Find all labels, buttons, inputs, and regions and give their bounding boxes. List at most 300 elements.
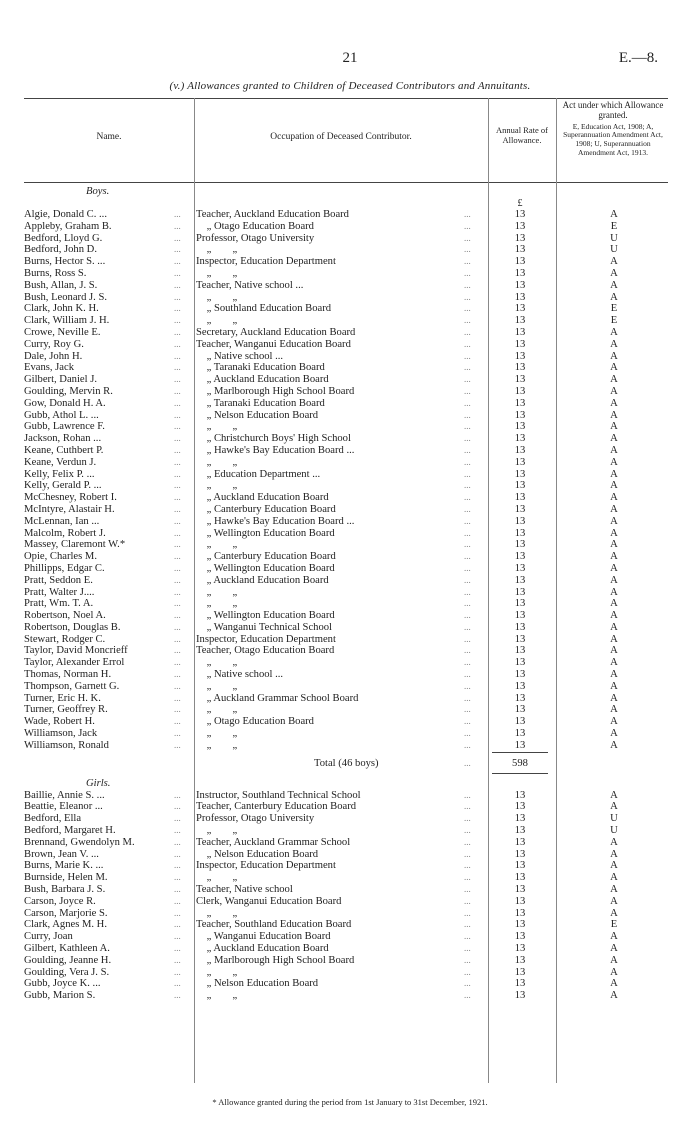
act-code: E bbox=[610, 315, 618, 327]
child-name: Robertson, Noel A. bbox=[24, 610, 106, 622]
annual-rate: 13 bbox=[514, 220, 526, 232]
leader-dots: ... bbox=[464, 931, 471, 942]
leader-dots: ... bbox=[464, 527, 471, 538]
act-code: A bbox=[610, 350, 618, 362]
leader-dots: ... bbox=[464, 872, 471, 883]
leader-dots: ... bbox=[174, 789, 181, 800]
occupation: Professor, Otago University bbox=[196, 232, 315, 244]
annual-rate: 13 bbox=[514, 848, 526, 860]
leader-dots: ... bbox=[174, 704, 181, 715]
occupation: „ „ bbox=[196, 704, 238, 716]
act-code: A bbox=[610, 362, 618, 374]
act-code: A bbox=[610, 931, 618, 943]
act-code: A bbox=[610, 657, 618, 669]
leader-dots: ... bbox=[174, 421, 181, 432]
annual-rate: 13 bbox=[514, 444, 526, 456]
leader-dots: ... bbox=[174, 848, 181, 859]
leader-dots: ... bbox=[174, 645, 181, 656]
occupation: Teacher, Canterbury Education Board bbox=[196, 801, 357, 813]
leader-dots: ... bbox=[174, 633, 181, 644]
act-code: A bbox=[610, 267, 618, 279]
table-row bbox=[24, 539, 668, 551]
child-name: Bush, Barbara J. S. bbox=[24, 884, 106, 896]
table-row bbox=[24, 551, 668, 563]
table-row bbox=[24, 351, 668, 363]
leader-dots: ... bbox=[464, 515, 471, 526]
table-row bbox=[24, 292, 668, 304]
annual-rate: 13 bbox=[514, 562, 526, 574]
annual-rate: 13 bbox=[514, 586, 526, 598]
child-name: Burns, Marie K. ... bbox=[24, 860, 104, 872]
occupation: „ „ bbox=[196, 907, 238, 919]
leader-dots: ... bbox=[174, 739, 181, 750]
table-row bbox=[24, 221, 668, 233]
leader-dots: ... bbox=[464, 966, 471, 977]
occupation: „ Auckland Grammar School Board bbox=[196, 692, 359, 704]
occupation: „ Christchurch Boys' High School bbox=[196, 433, 351, 445]
act-code: A bbox=[610, 551, 618, 563]
leader-dots: ... bbox=[174, 574, 181, 585]
leader-dots: ... bbox=[464, 503, 471, 514]
leader-dots: ... bbox=[174, 836, 181, 847]
occupation: Instructor, Southland Technical School bbox=[196, 789, 361, 801]
column-header-name: Name. bbox=[96, 132, 122, 142]
act-code: A bbox=[610, 739, 618, 751]
child-name: Beattie, Eleanor ... bbox=[24, 801, 103, 813]
act-code: A bbox=[610, 966, 618, 978]
occupation: „ „ bbox=[196, 739, 238, 751]
occupation: „ „ bbox=[196, 825, 238, 837]
table-row bbox=[24, 480, 668, 492]
annual-rate: 13 bbox=[514, 574, 526, 586]
table-row bbox=[24, 410, 668, 422]
leader-dots: ... bbox=[464, 598, 471, 609]
act-code: A bbox=[610, 444, 618, 456]
child-name: Gilbert, Kathleen A. bbox=[24, 943, 110, 955]
table-row bbox=[24, 280, 668, 292]
act-code: U bbox=[610, 244, 618, 256]
leader-dots: ... bbox=[174, 610, 181, 621]
leader-dots: ... bbox=[174, 503, 181, 514]
column-header-rate: Annual Rate of Allowance. bbox=[496, 125, 548, 145]
occupation: „ Education Department ... bbox=[196, 468, 321, 480]
table-row bbox=[24, 967, 668, 979]
child-name: Williamson, Ronald bbox=[24, 739, 109, 751]
leader-dots: ... bbox=[464, 825, 471, 836]
leader-dots: ... bbox=[174, 468, 181, 479]
table-row bbox=[24, 908, 668, 920]
total-value: 598 bbox=[512, 757, 528, 769]
leader-dots: ... bbox=[464, 362, 471, 373]
table-row bbox=[24, 978, 668, 990]
child-name: Burnside, Helen M. bbox=[24, 872, 108, 884]
leader-dots: ... bbox=[464, 704, 471, 715]
column-header-act bbox=[557, 100, 669, 157]
leader-dots: ... bbox=[174, 907, 181, 918]
occupation: „ Nelson Education Board bbox=[196, 409, 319, 421]
child-name: Gilbert, Daniel J. bbox=[24, 374, 97, 386]
table-row bbox=[24, 622, 668, 634]
child-name: Goulding, Jeanne H. bbox=[24, 954, 112, 966]
act-code: A bbox=[610, 680, 618, 692]
leader-dots: ... bbox=[464, 813, 471, 824]
header-top-rule bbox=[24, 98, 668, 99]
leader-dots: ... bbox=[174, 291, 181, 302]
child-name: Appleby, Graham B. bbox=[24, 220, 112, 232]
child-name: Kelly, Gerald P. ... bbox=[24, 480, 102, 492]
leader-dots: ... bbox=[464, 645, 471, 656]
leader-dots: ... bbox=[174, 326, 181, 337]
child-name: Curry, Roy G. bbox=[24, 338, 84, 350]
leader-dots: ... bbox=[174, 433, 181, 444]
child-name: Clark, John K. H. bbox=[24, 303, 99, 315]
child-name: Burns, Ross S. bbox=[24, 267, 87, 279]
girls-list bbox=[24, 790, 668, 1002]
child-name: Burns, Hector S. ... bbox=[24, 256, 106, 268]
leader-dots: ... bbox=[464, 303, 471, 314]
leader-dots: ... bbox=[174, 825, 181, 836]
occupation: „ Hawke's Bay Education Board ... bbox=[196, 515, 355, 527]
leader-dots: ... bbox=[174, 385, 181, 396]
child-name: Pratt, Wm. T. A. bbox=[24, 598, 94, 610]
annual-rate: 13 bbox=[514, 907, 526, 919]
leader-dots: ... bbox=[464, 860, 471, 871]
act-code: A bbox=[610, 669, 618, 681]
annual-rate: 13 bbox=[514, 232, 526, 244]
act-code: A bbox=[610, 374, 618, 386]
table-row bbox=[24, 398, 668, 410]
annual-rate: 13 bbox=[514, 303, 526, 315]
leader-dots: ... bbox=[464, 256, 471, 267]
leader-dots: ... bbox=[464, 692, 471, 703]
annual-rate: 13 bbox=[514, 409, 526, 421]
leader-dots: ... bbox=[464, 633, 471, 644]
occupation: „ „ bbox=[196, 456, 238, 468]
occupation: „ „ bbox=[196, 966, 238, 978]
annual-rate: 13 bbox=[514, 244, 526, 256]
child-name: Thomas, Norman H. bbox=[24, 669, 112, 681]
annual-rate: 13 bbox=[514, 692, 526, 704]
table-row bbox=[24, 563, 668, 575]
leader-dots: ... bbox=[464, 409, 471, 420]
child-name: Dale, John H. bbox=[24, 350, 83, 362]
annual-rate: 13 bbox=[514, 728, 526, 740]
annual-rate: 13 bbox=[514, 633, 526, 645]
table-row bbox=[24, 268, 668, 280]
leader-dots: ... bbox=[174, 586, 181, 597]
table-row bbox=[24, 801, 668, 813]
child-name: Malcolm, Robert J. bbox=[24, 527, 106, 539]
leader-dots: ... bbox=[174, 267, 181, 278]
table-row bbox=[24, 704, 668, 716]
leader-dots: ... bbox=[174, 919, 181, 930]
act-code: A bbox=[610, 728, 618, 740]
leader-dots: ... bbox=[174, 256, 181, 267]
occupation: Teacher, Southland Education Board bbox=[196, 919, 352, 931]
act-code: A bbox=[610, 468, 618, 480]
annual-rate: 13 bbox=[514, 704, 526, 716]
act-code: A bbox=[610, 409, 618, 421]
annual-rate: 13 bbox=[514, 503, 526, 515]
occupation: „ „ bbox=[196, 539, 238, 551]
annual-rate: 13 bbox=[514, 716, 526, 728]
leader-dots: ... bbox=[174, 220, 181, 231]
child-name: Taylor, David Moncrieff bbox=[24, 645, 128, 657]
leader-dots: ... bbox=[464, 801, 471, 812]
leader-dots: ... bbox=[174, 374, 181, 385]
leader-dots: ... bbox=[174, 657, 181, 668]
allowances-table-body bbox=[24, 186, 668, 1002]
occupation: „ Marlborough High School Board bbox=[196, 385, 355, 397]
occupation: „ Wanganui Education Board bbox=[196, 931, 331, 943]
act-code: A bbox=[610, 789, 618, 801]
act-code: A bbox=[610, 433, 618, 445]
occupation: „ „ bbox=[196, 586, 238, 598]
annual-rate: 13 bbox=[514, 456, 526, 468]
annual-rate: 13 bbox=[514, 338, 526, 350]
leader-dots: ... bbox=[174, 409, 181, 420]
child-name: Stewart, Rodger C. bbox=[24, 633, 106, 645]
leader-dots: ... bbox=[464, 574, 471, 585]
leader-dots: ... bbox=[174, 801, 181, 812]
total-label: Total (46 boys) bbox=[314, 757, 379, 769]
occupation: „ Wellington Education Board bbox=[196, 527, 335, 539]
occupation: „ Nelson Education Board bbox=[196, 978, 319, 990]
child-name: Gubb, Lawrence F. bbox=[24, 421, 105, 433]
leader-dots: ... bbox=[174, 244, 181, 255]
table-row bbox=[24, 990, 668, 1002]
table-row bbox=[24, 256, 668, 268]
leader-dots: ... bbox=[174, 943, 181, 954]
act-code: E bbox=[610, 303, 618, 315]
table-row bbox=[24, 884, 668, 896]
child-name: Opie, Charles M. bbox=[24, 551, 97, 563]
occupation: „ Auckland Education Board bbox=[196, 943, 329, 955]
child-name: Carson, Joyce R. bbox=[24, 895, 96, 907]
leader-dots: ... bbox=[174, 444, 181, 455]
act-code: A bbox=[610, 872, 618, 884]
act-code: U bbox=[610, 813, 618, 825]
table-row bbox=[24, 315, 668, 327]
table-row bbox=[24, 610, 668, 622]
act-code: A bbox=[610, 503, 618, 515]
occupation: „ Taranaki Education Board bbox=[196, 362, 325, 374]
act-code: A bbox=[610, 943, 618, 955]
child-name: McChesney, Robert I. bbox=[24, 492, 117, 504]
leader-dots: ... bbox=[464, 848, 471, 859]
occupation: „ Auckland Education Board bbox=[196, 574, 329, 586]
child-name: Gubb, Athol L. ... bbox=[24, 409, 99, 421]
leader-dots: ... bbox=[464, 907, 471, 918]
leader-dots: ... bbox=[174, 884, 181, 895]
act-code: A bbox=[610, 209, 618, 220]
occupation: Teacher, Auckland Education Board bbox=[196, 209, 349, 220]
annual-rate: 13 bbox=[514, 527, 526, 539]
table-row bbox=[24, 339, 668, 351]
annual-rate: 13 bbox=[514, 551, 526, 563]
child-name: Pratt, Walter J.... bbox=[24, 586, 95, 598]
table-row bbox=[24, 233, 668, 245]
table-row bbox=[24, 244, 668, 256]
leader-dots: ... bbox=[464, 232, 471, 243]
annual-rate: 13 bbox=[514, 657, 526, 669]
column-header-act-legend: E, Education Act, 1908; A, Superannuation Amendment Act, 1908; U, Superannuation Amendment Act, 1913. bbox=[563, 121, 663, 157]
table-row bbox=[24, 681, 668, 693]
table-row bbox=[24, 896, 668, 908]
occupation: „ Otago Education Board bbox=[196, 716, 314, 728]
table-row bbox=[24, 669, 668, 681]
occupation: „ Otago Education Board bbox=[196, 220, 314, 232]
act-code: A bbox=[610, 397, 618, 409]
leader-dots: ... bbox=[464, 492, 471, 503]
occupation: Teacher, Auckland Grammar School bbox=[196, 836, 351, 848]
leader-dots: ... bbox=[464, 326, 471, 337]
occupation: Teacher, Wanganui Education Board bbox=[196, 338, 351, 350]
child-name: Curry, Joan bbox=[24, 931, 73, 943]
leader-dots: ... bbox=[464, 267, 471, 278]
table-row bbox=[24, 825, 668, 837]
table-row bbox=[24, 849, 668, 861]
leader-dots: ... bbox=[464, 397, 471, 408]
leader-dots: ... bbox=[174, 990, 181, 1001]
occupation: „ „ bbox=[196, 315, 238, 327]
leader-dots: ... bbox=[174, 209, 181, 219]
occupation: „ Auckland Education Board bbox=[196, 492, 329, 504]
occupation: „ Canterbury Education Board bbox=[196, 551, 336, 563]
occupation: Teacher, Otago Education Board bbox=[196, 645, 335, 657]
annual-rate: 13 bbox=[514, 315, 526, 327]
act-code: A bbox=[610, 515, 618, 527]
table-row bbox=[24, 327, 668, 339]
leader-dots: ... bbox=[464, 220, 471, 231]
leader-dots: ... bbox=[464, 338, 471, 349]
leader-dots: ... bbox=[464, 836, 471, 847]
leader-dots: ... bbox=[174, 895, 181, 906]
table-row bbox=[24, 790, 668, 802]
leader-dots: ... bbox=[464, 433, 471, 444]
annual-rate: 13 bbox=[514, 884, 526, 896]
annual-rate: 13 bbox=[514, 931, 526, 943]
annual-rate: 13 bbox=[514, 621, 526, 633]
annual-rate: 13 bbox=[514, 374, 526, 386]
occupation: „ „ bbox=[196, 244, 238, 256]
occupation: „ „ bbox=[196, 728, 238, 740]
table-row bbox=[24, 728, 668, 740]
pound-sign: £ bbox=[517, 198, 523, 209]
annual-rate: 13 bbox=[514, 421, 526, 433]
leader-dots: ... bbox=[464, 657, 471, 668]
leader-dots: ... bbox=[174, 492, 181, 503]
leader-dots: ... bbox=[464, 421, 471, 432]
leader-dots: ... bbox=[174, 966, 181, 977]
occupation: „ „ bbox=[196, 680, 238, 692]
child-name: Bedford, Margaret H. bbox=[24, 825, 116, 837]
annual-rate: 13 bbox=[514, 480, 526, 492]
annual-rate: 13 bbox=[514, 610, 526, 622]
occupation: „ Native school ... bbox=[196, 350, 284, 362]
occupation: „ Nelson Education Board bbox=[196, 848, 319, 860]
leader-dots: ... bbox=[464, 610, 471, 621]
table-row bbox=[24, 469, 668, 481]
table-row bbox=[24, 492, 668, 504]
annual-rate: 13 bbox=[514, 350, 526, 362]
annual-rate: 13 bbox=[514, 954, 526, 966]
annual-rate: 13 bbox=[514, 739, 526, 751]
act-code: A bbox=[610, 848, 618, 860]
column-header-act-title: Act under which Allowance granted. bbox=[562, 100, 664, 121]
occupation: Teacher, Native school ... bbox=[196, 279, 304, 291]
annual-rate: 13 bbox=[514, 397, 526, 409]
leader-dots: ... bbox=[174, 728, 181, 739]
act-code: A bbox=[610, 704, 618, 716]
leader-dots: ... bbox=[174, 515, 181, 526]
child-name: Carson, Marjorie S. bbox=[24, 907, 108, 919]
act-code: A bbox=[610, 907, 618, 919]
annual-rate: 13 bbox=[514, 433, 526, 445]
table-row bbox=[24, 837, 668, 849]
child-name: Gubb, Joyce K. ... bbox=[24, 978, 101, 990]
leader-dots: ... bbox=[464, 954, 471, 965]
act-code: A bbox=[610, 895, 618, 907]
leader-dots: ... bbox=[464, 315, 471, 326]
act-code: A bbox=[610, 574, 618, 586]
child-name: Keane, Cuthbert P. bbox=[24, 444, 104, 456]
annual-rate: 13 bbox=[514, 872, 526, 884]
table-row bbox=[24, 457, 668, 469]
child-name: Bedford, John D. bbox=[24, 244, 97, 256]
leader-dots: ... bbox=[174, 598, 181, 609]
act-code: A bbox=[610, 954, 618, 966]
leader-dots: ... bbox=[464, 621, 471, 632]
act-code: E bbox=[610, 919, 618, 931]
act-code: A bbox=[610, 562, 618, 574]
annual-rate: 13 bbox=[514, 267, 526, 279]
annual-rate: 13 bbox=[514, 598, 526, 610]
leader-dots: ... bbox=[464, 716, 471, 727]
table-row bbox=[24, 645, 668, 657]
annual-rate: 13 bbox=[514, 291, 526, 303]
leader-dots: ... bbox=[174, 978, 181, 989]
annual-rate: 13 bbox=[514, 492, 526, 504]
leader-dots: ... bbox=[174, 350, 181, 361]
act-code: A bbox=[610, 586, 618, 598]
annual-rate: 13 bbox=[514, 860, 526, 872]
occupation: Inspector, Education Department bbox=[196, 256, 336, 268]
child-name: Robertson, Douglas B. bbox=[24, 621, 121, 633]
table-row bbox=[24, 386, 668, 398]
leader-dots: ... bbox=[464, 978, 471, 989]
leader-dots: ... bbox=[174, 279, 181, 290]
leader-dots: ... bbox=[174, 456, 181, 467]
leader-dots: ... bbox=[174, 872, 181, 883]
footnote: * Allowance granted during the period from 1st January to 31st December, 1921. bbox=[212, 1097, 488, 1107]
leader-dots: ... bbox=[174, 480, 181, 491]
leader-dots: ... bbox=[464, 669, 471, 680]
annual-rate: 13 bbox=[514, 966, 526, 978]
occupation: „ „ bbox=[196, 598, 238, 610]
leader-dots: ... bbox=[174, 232, 181, 243]
currency-row bbox=[24, 198, 668, 209]
annual-rate: 13 bbox=[514, 385, 526, 397]
annual-rate: 13 bbox=[514, 919, 526, 931]
occupation: „ Auckland Education Board bbox=[196, 374, 329, 386]
annual-rate: 13 bbox=[514, 645, 526, 657]
act-code: A bbox=[610, 338, 618, 350]
annual-rate: 13 bbox=[514, 943, 526, 955]
child-name: Baillie, Annie S. ... bbox=[24, 789, 105, 801]
table-row bbox=[24, 860, 668, 872]
act-code: A bbox=[610, 990, 618, 1002]
